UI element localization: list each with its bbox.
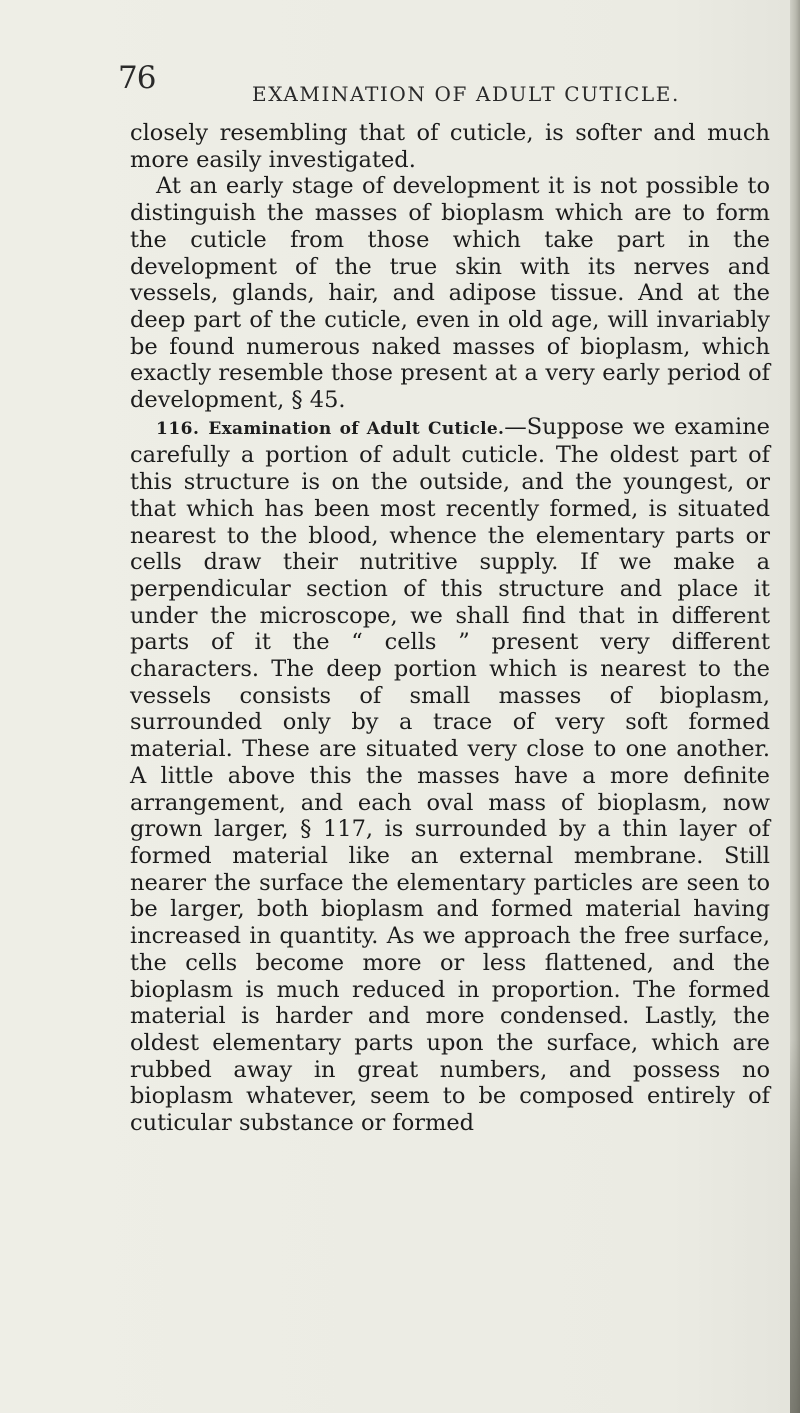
paragraph-continuation: closely resembling that of cuticle, is softer and much more easily investigated. [130,120,770,173]
page-edge-stain [790,1040,800,1413]
section-number: 116. [156,418,200,439]
section-text: —Suppose we examine carefully a portion of adult cuticle. The oldest part of this structure is on the outside, and the youngest, or that which has been most recently formed, is situated nearest to the blood, whence the elementary parts or cells draw their nutritive supply. If we make a perpendicular section of this structure and place it under the microscope, we shall find that in different parts of it the “ cells ” present very different characters. The deep portion which is nearest to the vessels consists of small masses of bioplasm, surrounded only by a trace of very soft formed material. These are situated very close to one another. A little above this the masses have a more definite arrangement, and each oval mass of bioplasm, now grown larger, § 117, is surrounded by a thin layer of formed material like an external membrane. Still nearer the surface the elementary particles are seen to be larger, both bioplasm and formed material having increased in quantity. As we approach the free surface, the cells become more or less flattened, and the bioplasm is much reduced in proportion. The formed material is harder and more condensed. Lastly, the oldest elementary parts upon the surface, which are rubbed away in great numbers, and possess no bioplasm whatever, seem to be composed entirely of cuticular substance or formed [130,413,770,1137]
running-title: EXAMINATION OF ADULT CUTICLE. [252,82,680,106]
paragraph-section-116 [130,414,770,1137]
body-text [130,120,770,1137]
page-header [0,60,790,106]
section-heading: Examination of Adult Cuticle. [208,418,505,439]
page-number: 76 [118,60,156,96]
paragraph-early-development: At an early stage of development it is not possible to distinguish the masses of bioplasm which are to form the cuticle from those which take part in the development of the true skin with its nerves and vessels, glands, hair, and adipose tissue. And at the deep part of the cuticle, even in old age, will invariably be found numerous naked masses of bioplasm, which exactly resemble those present at a very early period of development, § 45. [130,173,770,414]
